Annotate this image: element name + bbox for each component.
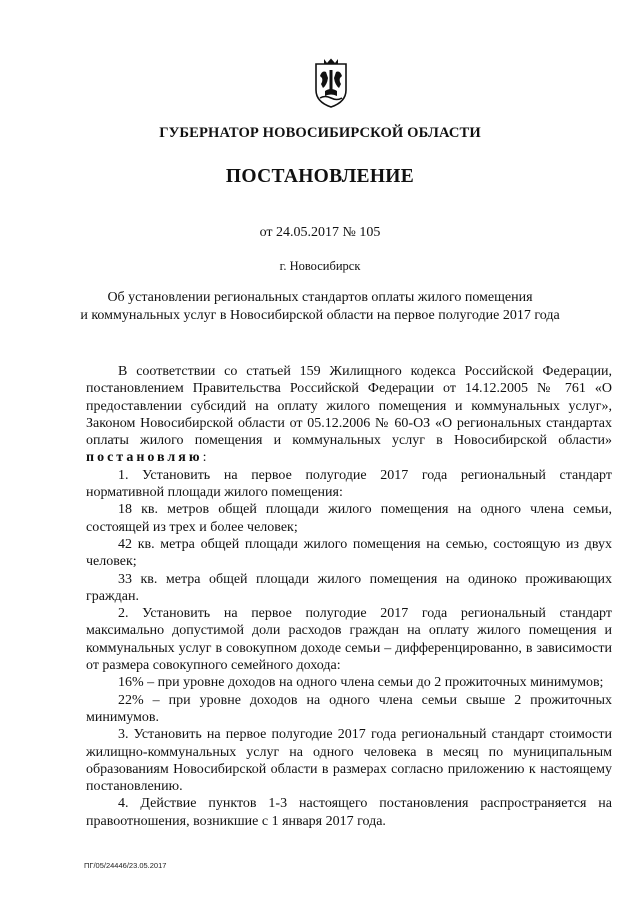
preamble-text: В соответствии со статьей 159 Жилищного кодекса Российской Федерации, постановлением Правительства Российской Федерации от 14.12.2005 № 761 «О предоставлении субсидий на оплату жилого помещения и коммунальных услуг», Законом Новосибирской области от 05.12.2006 № 60-ОЗ «О региональных стандартах оплаты жилого помещения и коммунальных услуг в Новосибирской области» bbox=[86, 364, 612, 449]
preamble-paragraph bbox=[86, 363, 612, 467]
decree-colon: : bbox=[202, 450, 207, 466]
paragraph-1-item-a: 18 кв. метров общей площади жилого помещения на одного члена семьи, состоящей из трех и более человек; bbox=[86, 502, 612, 535]
decree-word: постановляю bbox=[86, 450, 203, 466]
date-and-number: от 24.05.2017 № 105 bbox=[259, 225, 381, 240]
paragraph-2: 2. Установить на первое полугодие 2017 года региональный стандарт максимально допустимой доли расходов граждан на оплату жилого помещения и коммунальных услуг в совокупном доходе семьи – дифференцированно, в зависимости от размера совокупного семейного дохода: bbox=[86, 606, 612, 674]
paragraph-1-item-b: 42 кв. метра общей площади жилого помещения на семью, состоящую из двух человек; bbox=[86, 536, 612, 570]
document-footer-code: ПГ/05/24446/23.05.2017 bbox=[84, 861, 167, 870]
subject-line-1: Об установлении региональных стандартов оплаты жилого помещения bbox=[107, 290, 533, 305]
paragraph-1-item-c: 33 кв. метра общей площади жилого помещения на одиноко проживающих граждан. bbox=[86, 571, 612, 604]
authority-title: ГУБЕРНАТОР НОВОСИБИРСКОЙ ОБЛАСТИ bbox=[159, 125, 481, 141]
document-body bbox=[86, 363, 612, 830]
paragraph-4: 4. Действие пунктов 1-3 настоящего постановления распространяется на правоотношения, возникшие с 1 января 2017 года. bbox=[86, 796, 612, 829]
paragraph-3: 3. Установить на первое полугодие 2017 года региональный стандарт стоимости жилищно-коммунальных услуг на одного человека в месяц по муниципальным образованиям Новосибирской области в размерах согласно приложению к настоящему постановлению. bbox=[86, 727, 612, 795]
city: г. Новосибирск bbox=[279, 259, 361, 273]
document-type: ПОСТАНОВЛЕНИЕ bbox=[225, 166, 415, 187]
subject-line-2: и коммунальных услуг в Новосибирской области на первое полугодие 2017 года bbox=[80, 308, 560, 323]
paragraph-2-item-a: 16% – при уровне доходов на одного члена семьи до 2 прожиточных минимумов; bbox=[118, 675, 604, 691]
subject-title bbox=[60, 289, 580, 325]
coat-of-arms-icon bbox=[313, 58, 349, 108]
paragraph-2-item-b: 22% – при уровне доходов на одного члена семьи свыше 2 прожиточных минимумов. bbox=[86, 692, 612, 725]
paragraph-1: 1. Установить на первое полугодие 2017 года региональный стандарт нормативной площади жилого помещения: bbox=[86, 467, 612, 501]
